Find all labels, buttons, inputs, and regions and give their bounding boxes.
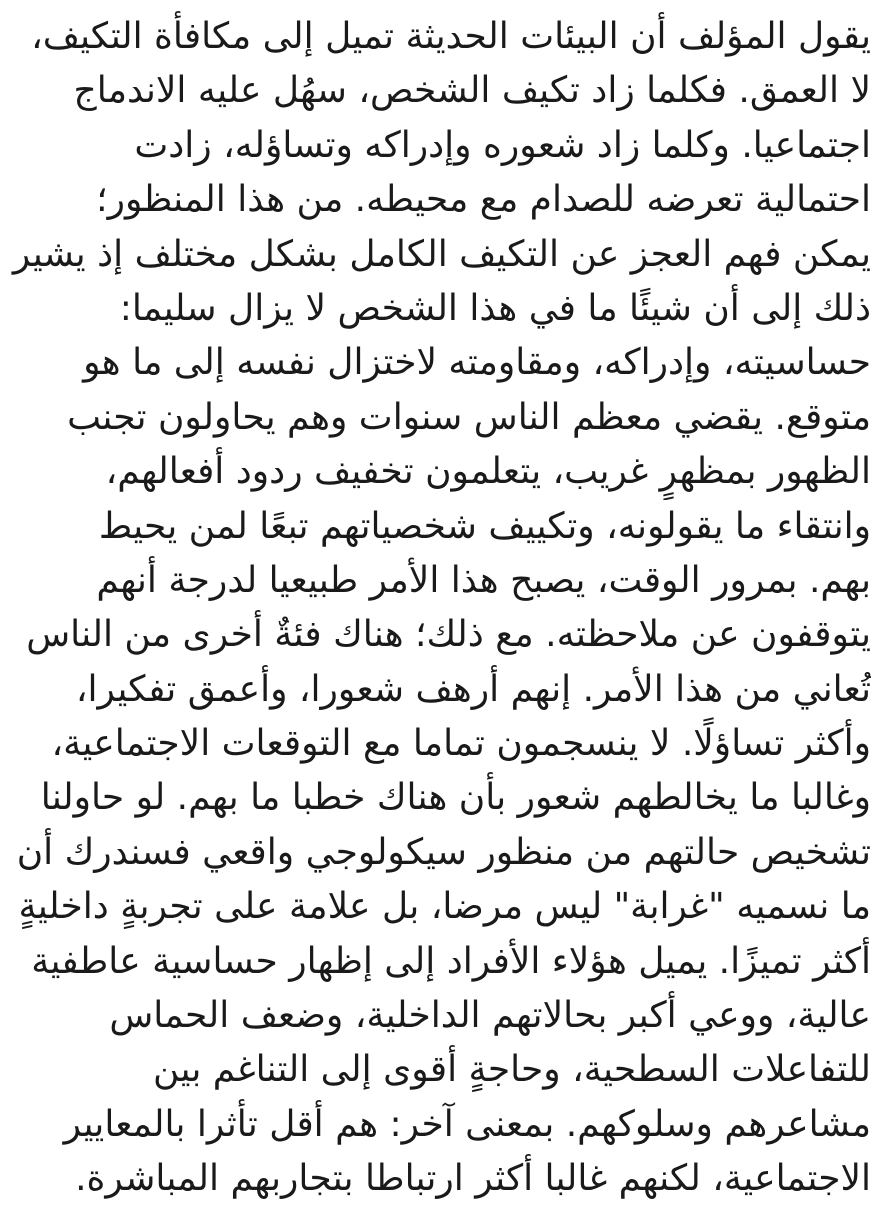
text-line: احتمالية تعرضه للصدام مع محيطه. من هذا المنظور؛ xyxy=(96,179,871,221)
text-line: عالية، ووعي أكبر بحالاتهم الداخلية، وضعف الحماس xyxy=(109,995,871,1037)
text-line: مشاعرهم وسلوكهم. بمعنى آخر: هم أقل تأثرا بالمعايير xyxy=(63,1103,871,1145)
text-line: للتفاعلات السطحية، وحاجةٍ أقوى إلى التناغم بين xyxy=(153,1049,871,1091)
text-line: الاجتماعية، لكنهم غالبا أكثر ارتباطا بتجاربهم المباشرة. xyxy=(75,1158,871,1200)
text-line: وأكثر تساؤلًا. لا ينسجمون تماما مع التوقعات الاجتماعية، xyxy=(51,723,871,765)
text-line: ما نسميه "غرابة" ليس مرضا، بل علامة على تجربةٍ داخليةٍ xyxy=(18,886,871,928)
text-line: متوقع. يقضي معظم الناس سنوات وهم يحاولون تجنب xyxy=(67,396,871,438)
text-line: يتوقفون عن ملاحظته. مع ذلك؛ هناك فئةٌ أخرى من الناس xyxy=(26,614,871,656)
text-line: يمكن فهم العجز عن التكيف الكامل بشكل مختلف إذ يشير xyxy=(12,233,871,275)
text-line: لا العمق. فكلما زاد تكيف الشخص، سهُل عليه الاندماج xyxy=(73,70,871,112)
text-line: بهم. بمرور الوقت، يصبح هذا الأمر طبيعيا لدرجة أنهم xyxy=(96,559,871,601)
text-line: الظهور بمظهرٍ غريب، يتعلمون تخفيف ردود أفعالهم، xyxy=(105,451,871,493)
text-line: تُعاني من هذا الأمر. إنهم أرهف شعورا، وأعمق تفكيرا، xyxy=(75,668,871,710)
text-line: اجتماعيا. وكلما زاد شعوره وإدراكه وتساؤله، زادت xyxy=(134,124,871,166)
text-line: أكثر تميزًا. يميل هؤلاء الأفراد إلى إظهار حساسية عاطفية xyxy=(31,940,871,982)
text-line: حساسيته، وإدراكه، ومقاومته لاختزال نفسه إلى ما هو xyxy=(83,342,871,384)
text-line: وانتقاء ما يقولونه، وتكييف شخصياتهم تبعًا لمن يحيط xyxy=(98,505,871,547)
text-line: يقول المؤلف أن البيئات الحديثة تميل إلى مكافأة التكيف، xyxy=(31,16,871,57)
text-line: ذلك إلى أن شيئًا ما في هذا الشخص لا يزال سليما: xyxy=(119,287,871,329)
text-line: وغالبا ما يخالطهم شعور بأن هناك خطبا ما بهم. لو حاولنا xyxy=(40,777,871,819)
paragraph xyxy=(10,10,871,1207)
text-line: تشخيص حالتهم من منظور سيكولوجي واقعي فسندرك أن xyxy=(16,831,871,873)
